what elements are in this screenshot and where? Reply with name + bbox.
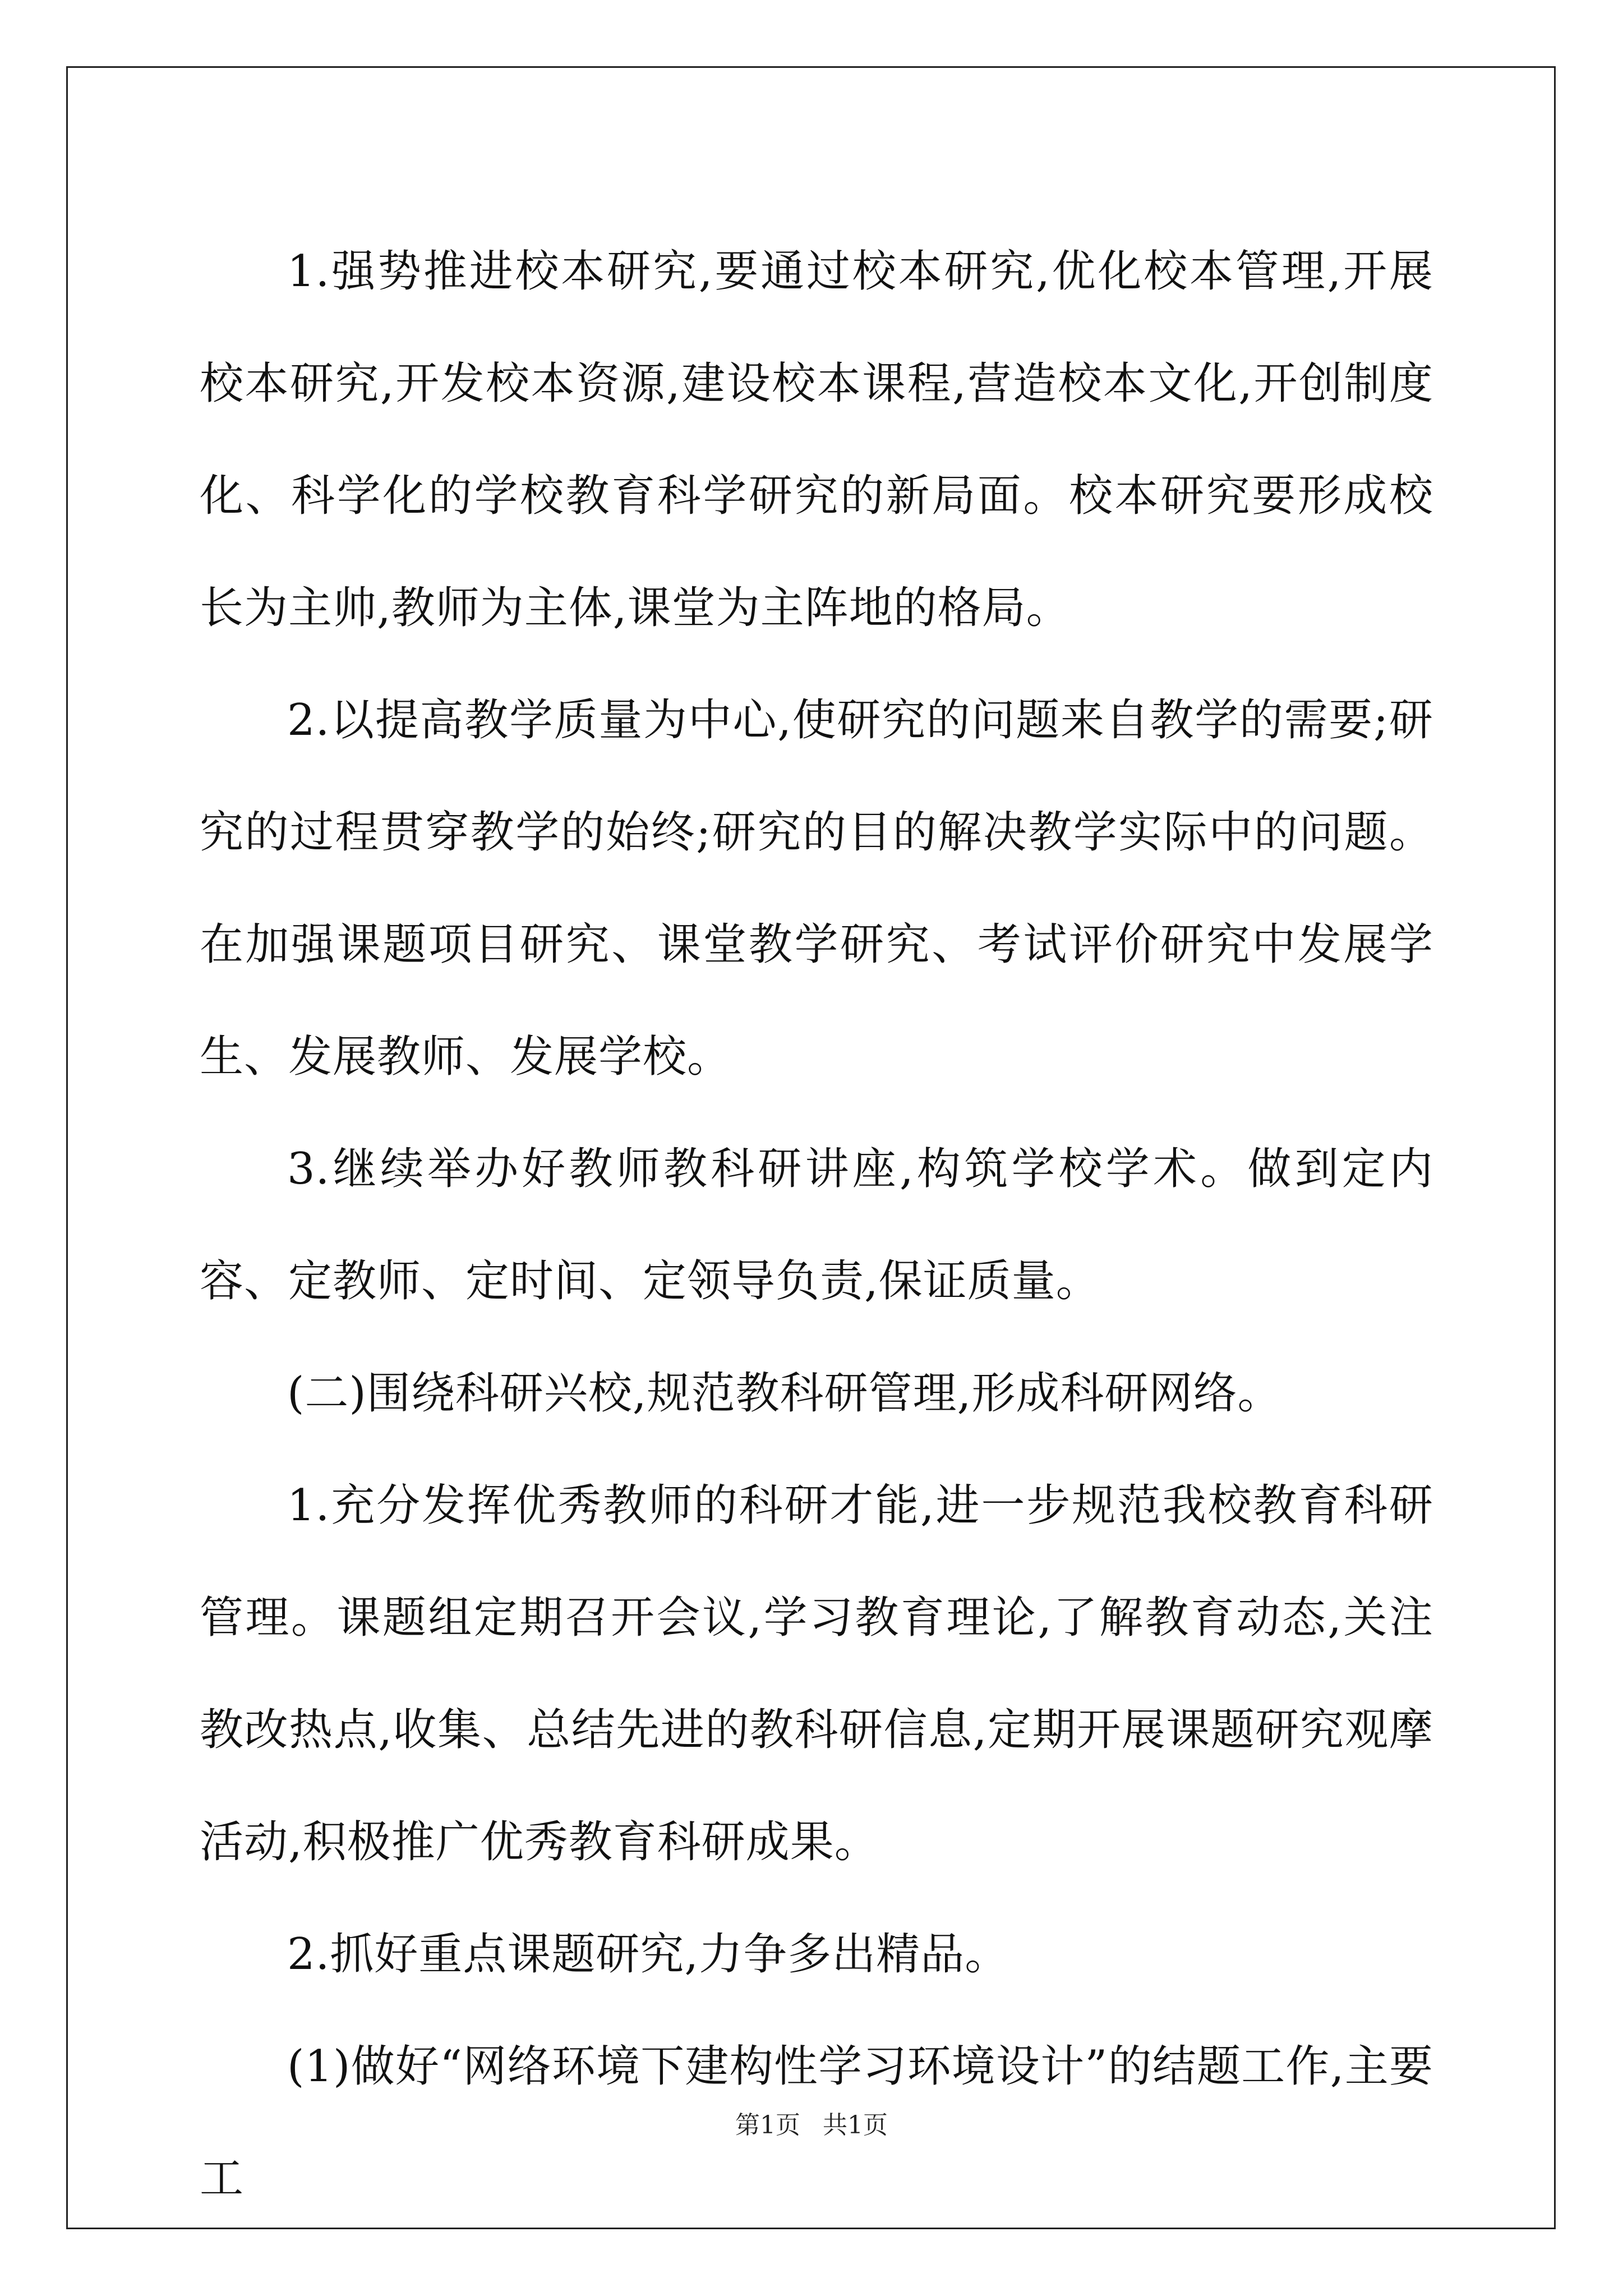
paragraph-6: 2.抓好重点课题研究,力争多出精品。 [287,1929,1009,1980]
paragraph-5: 1.充分发挥优秀教师的科研才能,进一步规范我校教育科研管理。课题组定期召开会议,学习教育理论,了解教育动态,关注教改热点,收集、总结先进的教科研信息,定期开展课题研究观摩活动,积极推广优秀教育科研成果。 [200,1480,1433,1867]
page-number-current: 第1页 [735,2111,800,2139]
document-body [200,215,1433,2235]
paragraph-2: 2.以提高教学质量为中心,使研究的问题来自教学的需要;研究的过程贯穿教学的始终;研究的目的解决教学实际中的问题。在加强课题项目研究、课堂教学研究、考试评价研究中发展学生、发展教师、发展学校。 [200,695,1433,1082]
page-footer [0,2105,1623,2141]
paragraph-7: (1)做好“网络环境下建构性学习环境设计”的结题工作,主要工 [200,2041,1433,2204]
paragraph-3: 3.继续举办好教师教科研讲座,构筑学校学术。做到定内容、定教师、定时间、定领导负责,保证质量。 [200,1144,1433,1306]
page-number-total: 共1页 [823,2111,888,2139]
paragraph-1: 1.强势推进校本研究,要通过校本研究,优化校本管理,开展校本研究,开发校本资源,建设校本课程,营造校本文化,开创制度化、科学化的学校教育科学研究的新局面。校本研究要形成校长为主帅,教师为主体,课堂为主阵地的格局。 [200,246,1433,633]
paragraph-4: (二)围绕科研兴校,规范教科研管理,形成科研网络。 [287,1368,1282,1419]
